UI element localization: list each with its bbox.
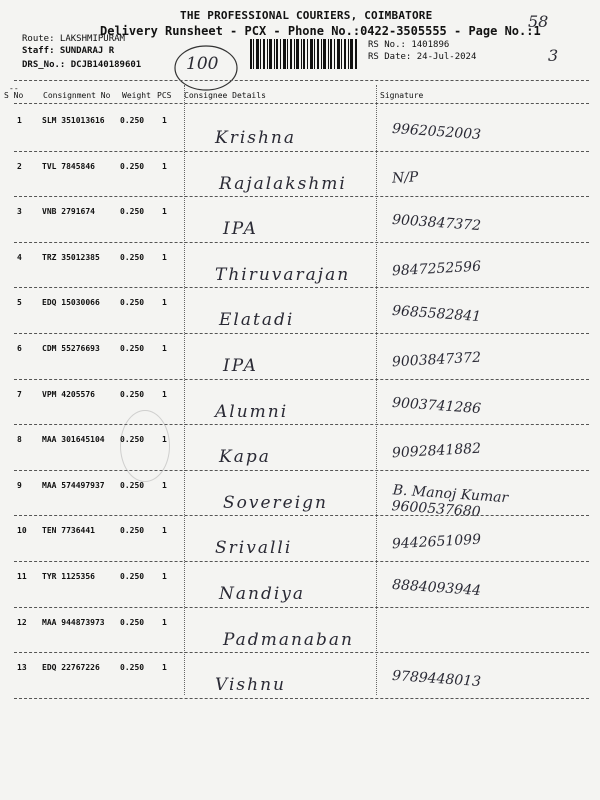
row-consignment-no: MAA 301645104: [42, 435, 105, 445]
runsheet-title: Delivery Runsheet - PCX - Phone No.:0422-3505555 - Page No.:1: [100, 24, 541, 38]
row-divider: [14, 652, 589, 653]
row-consignee-handwritten: Sovereign: [223, 492, 329, 513]
row-weight: 0.250: [120, 435, 145, 445]
row-divider: [14, 607, 589, 608]
row-pcs: 1: [162, 617, 167, 627]
row-pcs: 1: [162, 298, 167, 308]
row-consignment-no: VNB 2791674: [42, 207, 95, 217]
row-sno: 6: [17, 344, 22, 353]
handwritten-circle-text: 100: [186, 54, 219, 74]
staff-label: Staff: SUNDARAJ R: [22, 46, 115, 56]
row-consignment-no: TEN 7736441: [42, 526, 95, 536]
row-consignment-no: EDQ 22767226: [42, 663, 100, 673]
row-weight: 0.250: [120, 572, 145, 581]
row-sno: 8: [17, 435, 22, 445]
row-signature: 9962052003: [391, 120, 482, 144]
row-weight: 0.250: [120, 389, 145, 399]
row-weight: 0.250: [120, 207, 145, 217]
row-divider: [14, 333, 589, 334]
row-consignee-handwritten: Rajalakshmi: [219, 173, 347, 194]
row-sno: 9: [17, 480, 22, 490]
faint-stamp-mark: [120, 410, 170, 482]
handwritten-note-3: 3: [548, 46, 559, 65]
row-consignment-no: TYR 1125356: [42, 572, 95, 581]
route-label: Route: LAKSHMIPURAM: [22, 34, 125, 44]
divider: [14, 80, 589, 81]
column-separator: [184, 85, 185, 695]
rs-date: RS Date: 24-Jul-2024: [368, 52, 477, 62]
rs-number: RS No.: 1401896: [368, 40, 450, 50]
row-weight: 0.250: [120, 161, 145, 171]
row-signature: 9003847372: [391, 212, 482, 235]
column-header-signature: Signature: [380, 91, 424, 100]
row-consignee-handwritten: Thiruvarajan: [215, 264, 351, 285]
row-signature: 9442651099: [391, 532, 482, 553]
row-consignment-no: TVL 7845846: [42, 161, 95, 171]
row-weight: 0.250: [120, 617, 145, 627]
row-consignee-handwritten: Nandiya: [219, 584, 306, 604]
row-divider: [14, 287, 589, 288]
row-divider: [14, 561, 589, 562]
row-pcs: 1: [162, 161, 167, 171]
row-signature: 9003741286: [391, 394, 482, 417]
divider: [14, 103, 589, 104]
row-pcs: 1: [162, 116, 167, 125]
row-consignee-handwritten: Vishnu: [215, 675, 286, 696]
row-consignment-no: MAA 944873973: [42, 617, 105, 627]
row-divider: [14, 242, 589, 243]
row-consignee-handwritten: IPA: [223, 356, 258, 376]
row-consignee-handwritten: Alumni: [215, 401, 289, 422]
row-weight: 0.250: [120, 480, 145, 490]
row-weight: 0.250: [120, 344, 145, 353]
row-sno: 1: [17, 116, 22, 125]
row-sno: 5: [17, 298, 22, 308]
row-consignment-no: MAA 574497937: [42, 480, 105, 490]
row-consignee-handwritten: Elatadi: [219, 310, 295, 331]
row-divider: [14, 151, 589, 152]
row-divider: [14, 698, 589, 699]
row-pcs: 1: [162, 526, 167, 536]
row-divider: [14, 424, 589, 425]
row-pcs: 1: [162, 663, 167, 673]
row-sno: 4: [17, 252, 22, 262]
barcode-icon: [250, 39, 358, 69]
row-sno: 2: [17, 161, 22, 171]
row-sno: 3: [17, 207, 22, 217]
row-signature: 9685582841: [391, 303, 482, 326]
company-title: THE PROFESSIONAL COURIERS, COIMBATORE: [180, 9, 433, 22]
row-consignee-handwritten: Srivalli: [215, 538, 293, 559]
column-header-pcs: PCS: [157, 91, 172, 100]
row-sno: 7: [17, 389, 22, 399]
row-signature: N/P: [391, 168, 419, 187]
row-divider: [14, 515, 589, 516]
row-pcs: 1: [162, 480, 167, 490]
column-header-consignment: Consignment No: [43, 91, 111, 100]
column-header-consignee: Consignee Details: [184, 91, 266, 100]
row-sno: 11: [17, 572, 27, 581]
row-pcs: 1: [162, 435, 167, 445]
header-tick-mark: --: [9, 84, 19, 93]
row-consignee-handwritten: IPA: [223, 219, 258, 240]
row-divider: [14, 470, 589, 471]
row-pcs: 1: [162, 207, 167, 217]
row-consignee-handwritten: Kapa: [219, 447, 271, 468]
row-pcs: 1: [162, 389, 167, 399]
row-sno: 13: [17, 663, 27, 673]
row-signature: 8884093944: [391, 576, 482, 600]
column-separator: [376, 85, 377, 695]
row-consignee-handwritten: Krishna: [215, 128, 297, 148]
row-sno: 12: [17, 617, 27, 627]
column-header-sno: S No: [4, 91, 24, 100]
row-divider: [14, 379, 589, 380]
row-pcs: 1: [162, 344, 167, 353]
row-weight: 0.250: [120, 116, 145, 125]
row-signature: 9789448013: [391, 668, 482, 691]
row-consignment-no: VPM 4205576: [42, 389, 95, 399]
row-consignment-no: EDQ 15030066: [42, 298, 100, 308]
handwritten-note-58: 58: [528, 12, 549, 31]
row-signature: 9092841882: [391, 440, 482, 462]
row-pcs: 1: [162, 252, 167, 262]
row-weight: 0.250: [120, 252, 145, 262]
drs-number: DRS_No.: DCJB140189601: [22, 60, 142, 70]
row-signature: B. Manoj Kumar 9600537680: [391, 482, 509, 521]
row-weight: 0.250: [120, 663, 145, 673]
row-sno: 10: [17, 526, 27, 536]
column-header-weight: Weight: [122, 91, 151, 100]
row-consignee-handwritten: Padmanaban: [223, 629, 354, 650]
row-signature: 9003847372: [391, 349, 482, 371]
row-weight: 0.250: [120, 298, 145, 308]
row-consignment-no: SLM 351013616: [42, 116, 105, 125]
row-divider: [14, 196, 589, 197]
row-consignment-no: TRZ 35012385: [42, 252, 100, 262]
row-consignment-no: CDM 55276693: [42, 344, 100, 353]
row-pcs: 1: [162, 572, 167, 581]
row-weight: 0.250: [120, 526, 145, 536]
row-signature: 9847252596: [391, 258, 482, 280]
